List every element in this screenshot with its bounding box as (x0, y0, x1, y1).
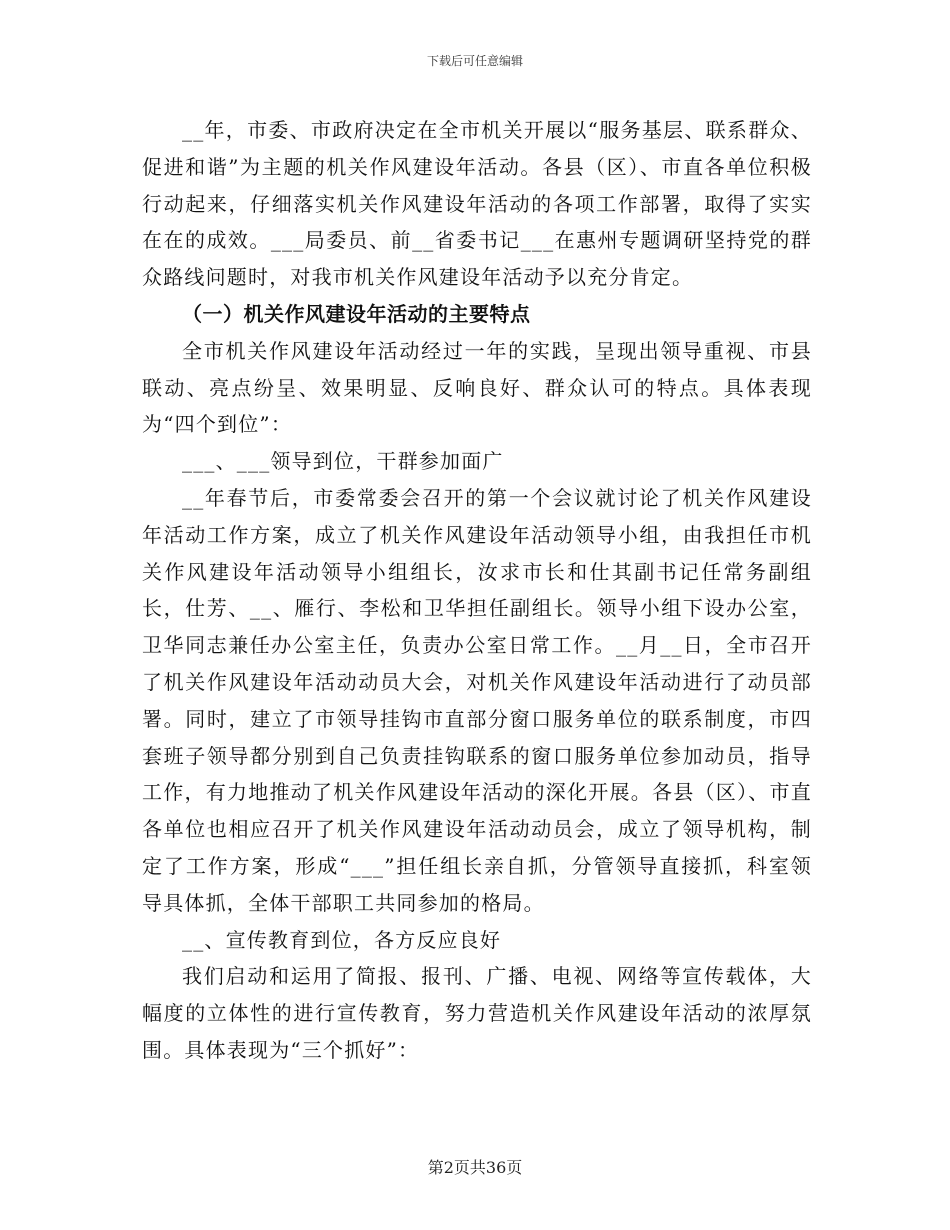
paragraph-features-summary: 全市机关作风建设年活动经过一年的实践，呈现出领导重视、市县联动、亮点纷呈、效果明显、反响良好、群众认可的特点。具体表现为“四个到位”： (142, 338, 812, 437)
paragraph-intro: __年，市委、市政府决定在全市机关开展以“服务基层、联系群众、促进和谐”为主题的机关作风建设年活动。各县（区）、市直各单位积极行动起来，仔细落实机关作风建设年活动的各项工作部署，取得了实实在在的成效。___局委员、前__省委书记___在惠州专题调研坚持党的群众路线问题时，对我市机关作风建设年活动予以充分肯定。 (142, 118, 812, 290)
subheading-publicity: __、宣传教育到位，各方反应良好 (182, 927, 502, 952)
page-header: 下载后可任意编辑 (426, 54, 523, 68)
subheading-leadership: ___、___领导到位，干群参加面广 (182, 449, 504, 474)
paragraph-publicity: 我们启动和运用了简报、报刊、广播、电视、网络等宣传载体，大幅度的立体性的进行宣传教育，努力营造机关作风建设年活动的浓厚氛围。具体表现为“三个抓好”： (142, 964, 812, 1062)
document-body (142, 112, 812, 1069)
page-footer: 第2页共36页 (427, 1158, 523, 1177)
section-heading-main-features: （一）机关作风建设年活动的主要特点 (182, 301, 531, 326)
paragraph-leadership: __年春节后，市委常委会召开的第一个会议就讨论了机关作风建设年活动工作方案，成立了机关作风建设年活动领导小组，由我担任市机关作风建设年活动领导小组组长，汝求市长和仕其副书记任常务副组长，仕芳、__、雁行、李松和卫华担任副组长。领导小组下设办公室，卫华同志兼任办公室主任，负责办公室日常工作。__月__日，全市召开了机关作风建设年活动动员大会，对机关作风建设年活动进行了动员部署。同时，建立了市领导挂钩市直部分窗口服务单位的联系制度，市四套班子领导都分别到自己负责挂钩联系的窗口服务单位参加动员，指导工作，有力地推动了机关作风建设年活动的深化开展。各县（区）、市直各单位也相应召开了机关作风建设年活动动员会，成立了领导机构，制定了工作方案，形成“___”担任组长亲自抓，分管领导直接抓，科室领导具体抓，全体干部职工共同参加的格局。 (142, 485, 812, 915)
